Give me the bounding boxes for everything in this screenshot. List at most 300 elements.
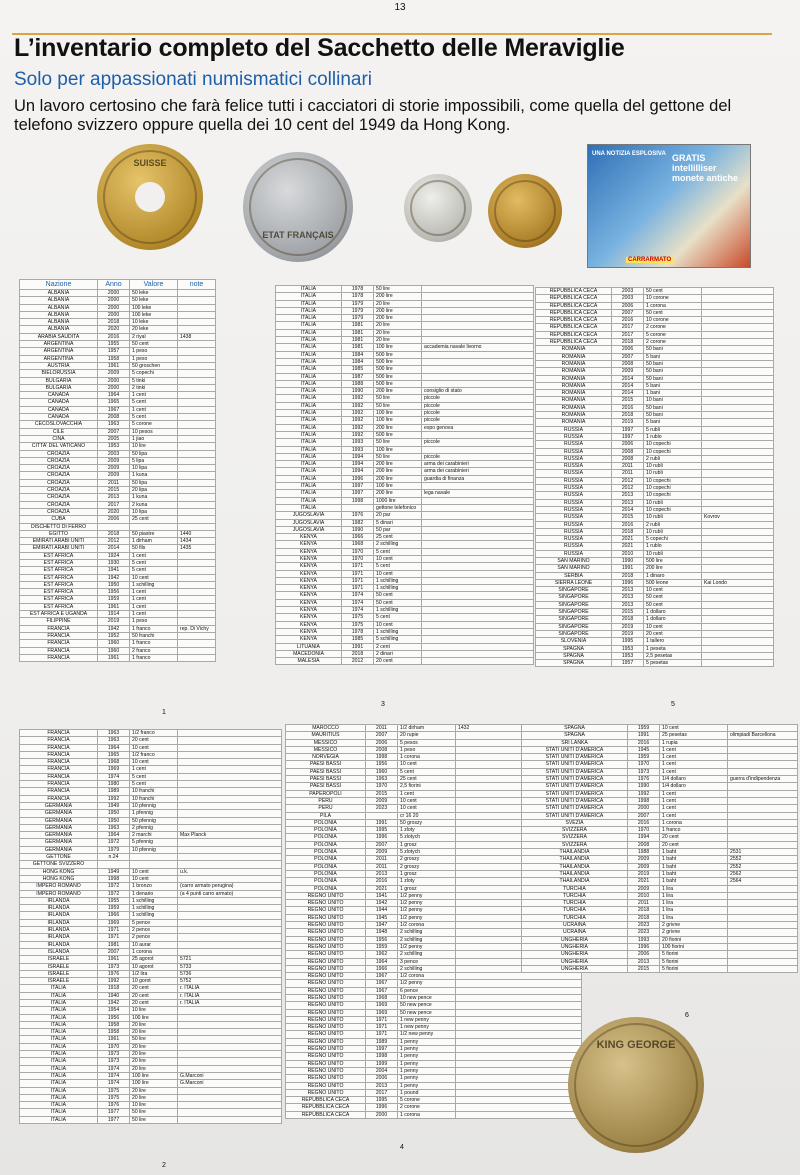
cell-note [728,834,798,841]
cell-valore: 10 copechi [644,506,702,513]
cell-valore: 2 schilling [398,965,456,972]
cell-nazione: RUSSIA [536,528,612,535]
cell-nazione: GERMANIA [20,817,98,824]
cell-nazione: KENYA [276,628,342,635]
cell-note: 2562 [728,870,798,877]
cell-valore: 1 cent [130,406,178,413]
cell-note [178,428,216,435]
cell-anno: 1977 [98,1109,130,1116]
cell-nazione: ITALIA [20,1058,98,1065]
table-row [536,543,774,550]
cell-nazione: JUGOSLAVIA [276,526,342,533]
cell-anno: 1992 [342,417,374,424]
cell-valore: 1/2 new penny [398,1031,456,1038]
cell-valore: 1/2 penny [398,907,456,914]
column-header-nazione: Nazione [20,280,98,290]
cell-valore: 2 riyal [130,333,178,340]
table-row [20,730,282,737]
cell-valore: 2 cent [374,643,422,650]
cell-valore: 20 cent [374,658,422,665]
cell-note [702,375,774,382]
cell-anno: 1992 [98,795,130,802]
cell-nazione: SINGAPORE [536,609,612,616]
table-row [20,854,282,861]
cell-note [178,523,216,530]
cell-valore: 2 schilling [398,951,456,958]
cell-anno: 1963 [98,824,130,831]
table-row [20,861,282,868]
cell-valore: 20 cent [644,630,702,637]
cell-valore: 2,5 pesetas [644,652,702,659]
cell-note [702,528,774,535]
cell-valore: 10 cent [130,759,178,766]
cell-note [178,854,282,861]
cell-nazione: CROAZIA [20,487,98,494]
cell-note [728,746,798,753]
cell-anno: 1960 [98,640,130,647]
cell-nazione: ITALIA [20,1072,98,1079]
cell-anno: 2011 [98,479,130,486]
cell-nazione: RUSSIA [536,499,612,506]
table-row [20,435,216,442]
cell-valore: 5 pence [130,919,178,926]
cell-nazione: IRLANDA [20,905,98,912]
cell-valore: 10 cent [374,570,422,577]
table-row [276,468,534,475]
cell-valore: cr 16 20 [398,812,456,819]
cell-note [456,1060,582,1067]
cell-note [178,773,282,780]
cell-anno: 1977 [98,1116,130,1123]
cell-valore: 100 leke [130,311,178,318]
table-row [276,555,534,562]
table-row [522,776,798,783]
cell-anno: 2011 [366,725,398,732]
table-row [276,592,534,599]
cell-note [178,927,282,934]
inventory-table-2 [19,729,282,1124]
cell-valore: 5 copechi [644,536,702,543]
table-row [20,530,216,537]
cell-note [422,322,534,329]
cell-note: 2531 [728,849,798,856]
cell-note [422,585,534,592]
cell-note [422,366,534,373]
cell-note [422,286,534,293]
cell-nazione: GERMANIA [20,832,98,839]
cell-nazione: ITALIA [276,358,342,365]
cell-anno [98,861,130,868]
table-row [522,929,798,936]
cell-valore: 50 lire [374,439,422,446]
cell-nazione: REGNO UNITO [286,914,366,921]
cell-anno: 1992 [342,424,374,431]
cell-nazione: ITALIA [20,1065,98,1072]
cell-anno: 2015 [366,790,398,797]
cell-nazione: REGNO UNITO [286,936,366,943]
table-row [276,526,534,533]
cell-nazione: REGNO UNITO [286,994,366,1001]
cell-anno: 1995 [366,827,398,834]
cell-anno: 2000 [98,290,130,297]
table-row [536,594,774,601]
cell-nazione: GERMANIA [20,810,98,817]
cell-nazione: RUSSIA [536,514,612,521]
cell-anno [98,523,130,530]
cell-anno: 1961 [98,956,130,963]
table-row [20,516,216,523]
table-row [20,985,282,992]
cell-note [178,1043,282,1050]
cell-anno: 1958 [98,1021,130,1028]
cell-anno: 1991 [366,819,398,826]
cell-anno: 2013 [628,958,660,965]
cell-note [702,630,774,637]
table-row [20,802,282,809]
cell-nazione: THAILANDIA [522,863,628,870]
cell-nazione: ROMANIA [536,375,612,382]
table-row [276,402,534,409]
cell-anno: 1974 [342,599,374,606]
table-row [536,295,774,302]
cell-anno: 1975 [98,1087,130,1094]
cell-valore: 5 schilling [374,636,422,643]
table-row [276,548,534,555]
cell-anno: 1956 [98,1014,130,1021]
cell-anno: 1959 [98,905,130,912]
coin-inscription: SUISSE [133,158,167,168]
cell-anno: 1994 [342,468,374,475]
cell-valore: 50 cent [644,601,702,608]
cell-note [702,587,774,594]
table-row [276,395,534,402]
cell-valore: 1 penny [398,1067,456,1074]
cell-nazione: SVIZZERA [522,827,628,834]
cell-nazione: RUSSIA [536,536,612,543]
cell-note [178,487,216,494]
cell-nazione: REGNO UNITO [286,973,366,980]
cell-valore: 20 leke [130,326,178,333]
cell-valore: 1 zloty [398,827,456,834]
cell-anno: 1997 [342,490,374,497]
cell-anno: 2015 [612,397,644,404]
cell-note: 5721 [178,956,282,963]
cell-nazione: RUSSIA [536,448,612,455]
cell-nazione: GETTONE SVIZZERO [20,861,98,868]
cell-anno: 1947 [366,922,398,929]
cell-note [728,885,798,892]
cell-note [178,897,282,904]
cell-note [728,892,798,899]
cell-note [702,390,774,397]
table-row [536,550,774,557]
cell-valore [130,523,178,530]
cell-anno: 2014 [98,545,130,552]
magazine-cover-line: UNA NOTIZIA ESPLOSIVA [592,151,666,157]
cell-note [178,479,216,486]
cell-note [702,339,774,346]
cell-nazione: RUSSIA [536,463,612,470]
cell-valore: 10 franchi [130,795,178,802]
cell-anno: 2009 [98,472,130,479]
cell-nazione: ALBANIA [20,290,98,297]
cell-nazione: PAESI BASSI [286,776,366,783]
cell-anno: 1982 [342,519,374,526]
cell-nazione: ITALIA [276,322,342,329]
cell-note [178,759,282,766]
cell-nazione: REGNO UNITO [286,1089,366,1096]
table-row [286,1104,582,1111]
cell-nazione: SERBIA [536,572,612,579]
cell-valore: 10 leke [130,319,178,326]
cell-anno: 2009 [366,849,398,856]
cell-valore: 20 lire [130,1043,178,1050]
cell-valore: 20 lire [130,1021,178,1028]
cell-note [728,754,798,761]
cell-anno: 2008 [612,455,644,462]
cell-anno: 2008 [612,360,644,367]
cell-anno: 2000 [98,297,130,304]
table-row [20,963,282,970]
table-row [536,353,774,360]
cell-valore: 20 lire [130,1051,178,1058]
cell-anno: 1971 [342,577,374,584]
cell-note [178,348,216,355]
cell-valore: 10 lipa [130,465,178,472]
table-row [20,494,216,501]
cell-nazione: ITALIA [276,315,342,322]
magazine-cover-headline: GRATIS intellilliser monete antiche [672,153,739,183]
table-row [536,630,774,637]
cell-note [702,441,774,448]
table-row [20,999,282,1006]
cell-anno: 1993 [342,446,374,453]
cell-note [702,360,774,367]
cell-note [702,572,774,579]
cell-nazione: SINGAPORE [536,616,612,623]
cell-valore: 200 lire [374,424,422,431]
cell-valore: 6 pence [398,987,456,994]
cell-valore: 20 par [374,512,422,519]
cell-nazione: CANADA [20,414,98,421]
cell-valore: 25 cent [374,534,422,541]
cell-valore: 10 copechi [644,477,702,484]
cell-note: consiglio di stato [422,388,534,395]
cell-note [702,506,774,513]
cell-nazione: ITALIA [20,1043,98,1050]
cell-nazione: JUGOSLAVIA [276,519,342,526]
cell-nazione: EST AFRICA [20,574,98,581]
cell-nazione: CROAZIA [20,450,98,457]
table-row [286,1024,582,1031]
cell-nazione: EST AFRICA [20,552,98,559]
cell-anno: 2014 [612,382,644,389]
table-row [536,572,774,579]
cell-valore: 50 groschen [130,362,178,369]
cell-anno: 2016 [98,333,130,340]
cell-anno: 1996 [366,1104,398,1111]
cell-anno: 2014 [612,506,644,513]
cell-note [702,368,774,375]
table-row [536,463,774,470]
cell-nazione: SPAGNA [522,732,628,739]
cell-valore: 5 cent [130,567,178,574]
cell-note: 1438 [178,333,216,340]
table-row [20,810,282,817]
cell-note [178,934,282,941]
cell-note [178,766,282,773]
cell-valore: 5 cent [130,414,178,421]
table-row [276,490,534,497]
cell-valore: 10 rubli [644,514,702,521]
cell-note [178,1087,282,1094]
table-row [522,922,798,929]
cell-nazione: ITALIA [276,344,342,351]
cell-nazione: STATI UNITI D'AMERICA [522,812,628,819]
cell-anno: 2006 [366,1075,398,1082]
cell-note: piccole [422,395,534,402]
cell-anno: 2018 [628,914,660,921]
cell-anno: 1996 [342,475,374,482]
cell-note [178,450,216,457]
cell-note [456,1111,582,1118]
table-row [536,609,774,616]
cell-valore: 1 cent [130,596,178,603]
cell-valore: 1000 lire [374,497,422,504]
cell-valore: 50 new pence [398,1009,456,1016]
cell-valore: 20 lire [130,1065,178,1072]
cell-anno: 2011 [366,863,398,870]
magazine-cover-brand: CARRARMATO [628,257,672,263]
cell-nazione: ITALIA [20,999,98,1006]
cell-anno: 1973 [98,1058,130,1065]
cell-valore: 20 lire [130,1058,178,1065]
cell-valore: 5 cent [130,399,178,406]
table-row [536,514,774,521]
cell-valore: 5 fiorini [660,951,728,958]
cell-anno: 2013 [98,494,130,501]
cell-nazione: ROMANIA [536,419,612,426]
cell-valore: 10 cent [374,555,422,562]
cell-nazione: RUSSIA [536,477,612,484]
cell-valore: 1 peso [130,348,178,355]
cell-nazione: FRANCIA [20,795,98,802]
cell-note [178,618,216,625]
cell-nazione: REGNO UNITO [286,1009,366,1016]
cell-note [178,875,282,882]
cell-valore: 50 lipa [130,450,178,457]
cell-valore: 50 lire [374,286,422,293]
cell-anno: 1979 [342,307,374,314]
table-row [276,300,534,307]
cell-note [178,501,216,508]
cell-nazione: ISRAELE [20,963,98,970]
cell-note [178,1058,282,1065]
cell-anno: 1924 [98,552,130,559]
cell-nazione: ROMANIA [536,346,612,353]
cell-note [422,526,534,533]
cell-valore: 1 dirham [130,538,178,545]
cell-nazione: ITALIA [276,300,342,307]
cell-anno: 1965 [98,751,130,758]
cell-note: piccole [422,453,534,460]
cell-anno: 2011 [628,900,660,907]
cell-note [422,650,534,657]
cell-nazione: RUSSIA [536,550,612,557]
cell-anno: 2003 [612,288,644,295]
cell-valore: 1 schilling [130,905,178,912]
table-row [536,288,774,295]
cell-valore: 1 dollaro [644,609,702,616]
table-row [20,890,282,897]
table-row [522,863,798,870]
cell-valore: 1 kuna [130,472,178,479]
cell-note [728,922,798,929]
cell-nazione: FRANCIA [20,751,98,758]
cell-valore: 20 lipa [130,487,178,494]
cell-nazione: RUSSIA [536,492,612,499]
cell-valore: 1 penny [398,1075,456,1082]
cell-valore: 2 tinki [130,384,178,391]
table-row [286,973,582,980]
cell-note [456,1053,582,1060]
cell-nazione: ITALIA [276,497,342,504]
table-row [276,650,534,657]
table-row [276,366,534,373]
table-row [20,421,216,428]
cell-anno: 2013 [366,1082,398,1089]
cell-note [178,326,216,333]
cell-anno: 2014 [612,375,644,382]
cell-anno: 1993 [628,936,660,943]
cell-note: rep. Di Vichy [178,625,216,632]
cell-valore: 50 bani [644,375,702,382]
cell-nazione: REPUBBLICA CECA [536,339,612,346]
cell-valore: 1/2 corona [398,973,456,980]
cell-note [422,380,534,387]
table-row [20,773,282,780]
cell-nazione: ITALIA [20,1102,98,1109]
cell-anno: 1996 [366,834,398,841]
cell-valore: 10 pfennig [130,802,178,809]
cell-anno: 2018 [612,616,644,623]
cell-valore: 50 lire [130,1116,178,1123]
cell-nazione: SVEZIA [522,819,628,826]
cell-valore: 1 schilling [374,577,422,584]
cell-valore: 5 cent [130,781,178,788]
table-row [276,621,534,628]
table-row [276,541,534,548]
cell-valore: 10 rubli [644,550,702,557]
cell-valore: 1 pfennig [130,810,178,817]
cell-valore: 10 copechi [644,485,702,492]
cell-nazione: ITALIA [276,439,342,446]
cell-valore: 10 cent [644,623,702,630]
cell-valore: 1/2 penny [398,980,456,987]
table-row [286,1067,582,1074]
cell-anno: 2018 [628,907,660,914]
cell-valore: 50 leke [130,290,178,297]
cell-valore: 500 leone [644,579,702,586]
cell-note: expo genova [422,424,534,431]
table-row [522,746,798,753]
table-row [522,914,798,921]
cell-nazione: KENYA [276,614,342,621]
cell-nazione: FRANCIA [20,632,98,639]
cell-valore: 1 cent [130,611,178,618]
cell-anno: 1998 [342,497,374,504]
cell-nazione: REPUBBLICA CECA [286,1104,366,1111]
